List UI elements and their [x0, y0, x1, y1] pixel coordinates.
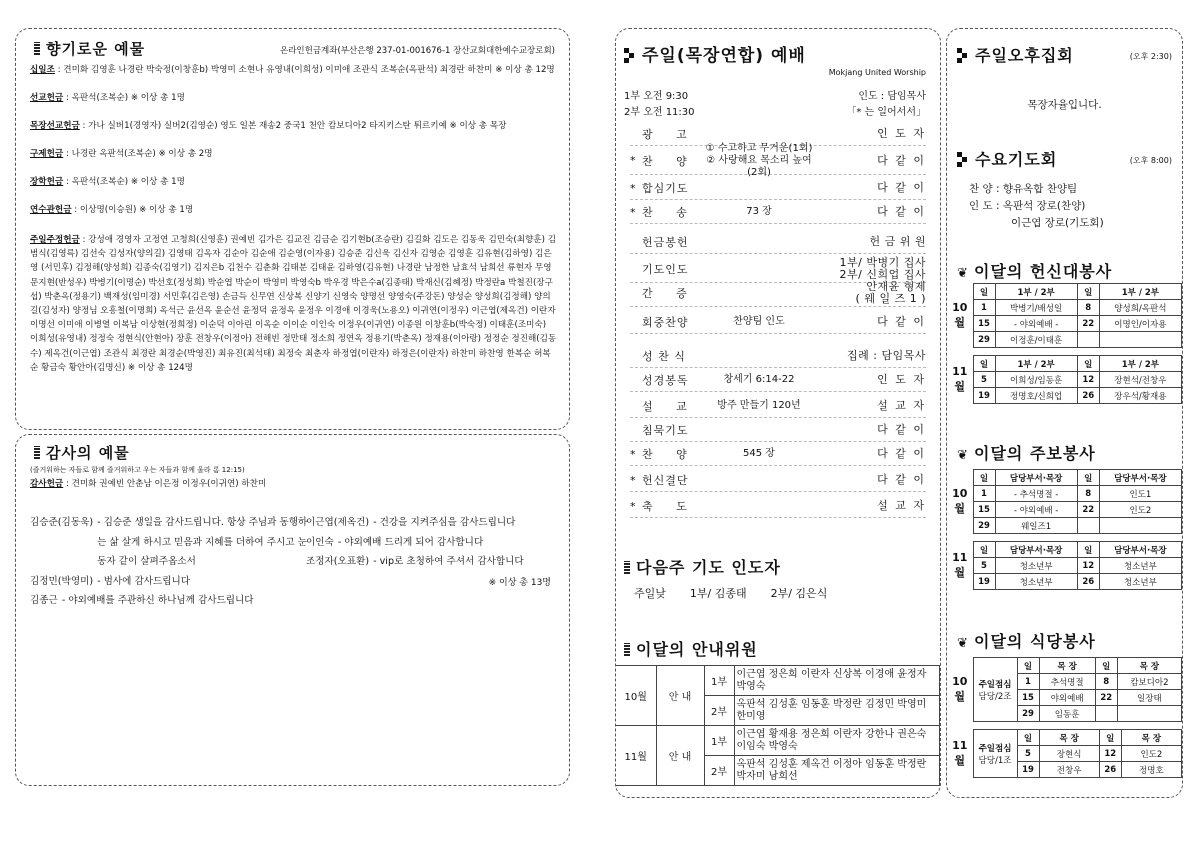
- grid-cell: 야외예배: [1039, 690, 1095, 706]
- grid-cell: 인도1: [1099, 486, 1181, 502]
- grid-cell: 장현석/전창우: [1099, 372, 1181, 388]
- bulletin-header: [957, 441, 1096, 464]
- grid-header: 담당부서·목장: [1099, 470, 1181, 486]
- worship-row-leader: 다 같 이: [877, 423, 926, 436]
- grid-cell: 1: [973, 300, 995, 316]
- worship-row-name: 축 도: [642, 500, 697, 513]
- thanks-entry-message: - vip로 초청하여 주셔서 감사합니다: [373, 556, 524, 567]
- grid-cell: 1: [973, 486, 995, 502]
- checker-icon: [957, 152, 969, 166]
- thanks-left-column: [30, 513, 308, 611]
- worship-row: [630, 495, 926, 518]
- offering-item-label: 목장선교헌금: [30, 121, 80, 131]
- grid-cell: 19: [973, 388, 995, 404]
- worship-row-leader: 다 같 이: [877, 205, 926, 218]
- grid-cell: [1099, 518, 1181, 534]
- usher-month: 11월: [616, 726, 656, 786]
- worship-title: 주일(목장연합) 예배: [642, 46, 806, 66]
- offering-item-text: : 견미화 김영훈 나경란 박숙정(이창훈b) 박영미 소현나 유영내(이희성) 이미애 조관식 조복순(옥판석) 최경란 하찬미 ※ 이상 총 12명: [57, 65, 555, 75]
- worship-row-leader: 다 같 이: [877, 315, 926, 328]
- grid-cell: 5: [1017, 746, 1039, 762]
- grid-header: 일: [1077, 470, 1099, 486]
- cafeteria-table-oct: [947, 657, 1182, 722]
- ushers-table: [616, 665, 940, 786]
- worship-row: [630, 469, 926, 492]
- grid-header: 담당부서·목장: [1099, 542, 1181, 558]
- bulletin-table-nov: [947, 541, 1182, 590]
- grid-header: 일: [1077, 356, 1099, 372]
- grid-cell: 29: [1017, 706, 1039, 722]
- bar-icon: [34, 446, 40, 459]
- usher-part: 1부: [704, 726, 734, 756]
- offering-item: [30, 233, 557, 375]
- grid-header: 일: [1077, 542, 1099, 558]
- usher-role: 안 내: [656, 726, 704, 786]
- offering-item: [30, 147, 557, 161]
- usher-role: 안 내: [656, 666, 704, 726]
- grid-cell: 인도2: [1121, 746, 1181, 762]
- worship-time-1: 1부 오전 9:30: [624, 91, 689, 102]
- thanks-entry: [306, 552, 561, 572]
- grid-cell: [1077, 518, 1099, 534]
- thanks-entry-message: - 범사에 감사드립니다: [97, 575, 191, 587]
- thanks-entry-message: - 야외예배를 주관하신 하나님께 감사드립니다: [61, 595, 254, 606]
- worship-row-leader: 1부/ 박병기 집사 2부/ 신희업 집사: [839, 255, 926, 281]
- grid-cell: - 추석명절 -: [995, 486, 1077, 502]
- worship-row-leader: 헌 금 위 원: [869, 235, 926, 248]
- thanks-entry-message: - 건강을 지켜주심을 감사드립니다: [373, 517, 516, 528]
- worship-row-detail: ① 수고하고 무거운(1회) ② 사랑해요 목소리 높여(2회): [705, 142, 813, 178]
- offering-item-text: : 나경란 옥판석(조복순) ※ 이상 총 2명: [65, 149, 213, 159]
- devotion-title: 이달의 헌신대봉사: [974, 262, 1113, 281]
- devotion-table-nov: [947, 355, 1182, 404]
- worship-header: [624, 41, 806, 66]
- grid-header: 목 장: [1117, 658, 1181, 674]
- grid-cell: 19: [973, 574, 995, 590]
- worship-row-leader: 설 교 자: [877, 499, 926, 512]
- grid-header: 일: [1017, 730, 1039, 746]
- worship-row-name: 간 증: [642, 286, 697, 300]
- wednesday-lead-1: 인 도 : 옥판석 장로(찬양): [969, 200, 1086, 212]
- grid-header: 목 장: [1121, 730, 1181, 746]
- worship-row-star: *: [630, 181, 636, 195]
- worship-row: [630, 279, 926, 307]
- grid-cell: 1: [1017, 674, 1039, 690]
- usher-names: 이근엽 정은희 이란자 신상복 이경애 윤정자 박영숙: [734, 666, 940, 696]
- grid-header: 일: [973, 284, 995, 300]
- grid-cell: 캄보디아2: [1117, 674, 1181, 690]
- devotion-table-oct: [947, 283, 1182, 348]
- bar-icon: [34, 42, 40, 55]
- thanks-entry-message: - 김승준 생일을 감사드립니다. 항상 주님과 동행하는 삶 살게 하시고 믿음과 지혜를 더하여 주시고 눈동자 같이 살펴주옵소서: [97, 517, 308, 567]
- worship-row-leader: 인 도 자: [877, 373, 926, 386]
- worship-panel: [615, 28, 941, 798]
- thanks-total: ※ 이상 총 13명: [488, 578, 551, 588]
- usher-month: 10월: [616, 666, 656, 726]
- grid-cell: 26: [1099, 762, 1121, 778]
- worship-row-name: 헌신결단: [642, 474, 689, 487]
- thanks-entry: [30, 572, 308, 592]
- offering-panel: [15, 28, 570, 430]
- worship-row-name: 합심기도: [642, 182, 689, 195]
- afternoon-title: 주일오후집회: [975, 46, 1074, 65]
- nextprayer-header: [624, 555, 781, 578]
- ushers-header: [624, 637, 758, 660]
- grid-cell: 웨일즈1: [995, 518, 1077, 534]
- thanks-entry-name: 김승준(김동욱): [30, 517, 94, 528]
- worship-row-name: 찬 양: [642, 154, 697, 168]
- thanks-offering-names: : 견미화 권예빈 안춘남 이은정 이정우(이귀연) 하찬미: [65, 479, 267, 489]
- bulletin-title: 이달의 주보봉사: [974, 444, 1096, 463]
- thanks-entry-name: 이근엽(제옥건): [306, 517, 370, 528]
- worship-row-name: 회중찬양: [642, 316, 689, 329]
- cafeteria-header: [957, 629, 1096, 652]
- worship-row: [630, 345, 926, 368]
- worship-row: [630, 142, 926, 178]
- worship-row: [630, 395, 926, 418]
- worship-row-leader: 설 교 자: [877, 399, 926, 412]
- worship-row-leader: 다 같 이: [877, 473, 926, 486]
- worship-row-star: *: [630, 499, 636, 513]
- grid-cell: 이명인/이자용: [1099, 316, 1181, 332]
- meal-label: [973, 730, 1017, 778]
- offering-item-text: : 강성애 경영자 고정연 고청희(신영훈) 권예빈 김가은 김교진 김금순 김기현b(조승란) 김길화 김도은 김동욱 김민숙(최향훈) 김범식(김영륵) 김선숙 김성자(양의길) 김영태 김옥자 김순아 김순애 김순영(이자용) 김승준 김신욱 김신자 김영순 김영훈 김유현(김하영) 김은영 (서민후) 김정해(양성희) 김종숙(김영기) 김지은b 김천수 김춘화 김태분 김태윤 김하영(김유현) 나경란 남정한 남효석 남희선 류현자 무영 문지현(반성우) 박병기(이명순) 박선호(정성희) 박순엽 박순이 박영미 박영숙b 박우경 박은수a(김종태) 박재신(김혜정) 박정란a 박철진(장구섭) 박춘옥(정용기) 백재성(임미경) 서민후(김은영) 손금득 신무연 신상복 신양기 신영숙 양명선 양영숙(주강돈) 양성순 양성희(김정해) 양의길(김성자) 양정님 오흥철(이명희) 옥석근 윤선옥 윤순선 윤정덕 윤정옥 윤정우 이경애 이경욱(노용오) 이귀연(이정우) 이근엽(제옥건) 이란자 이명선 이미애 이병열 이복남 이상현(정희정) 이순덕 이아린 이옥순 이이순 이인숙 이정우(이귀연) 이종원 이창훈b(박숙정) 이태훈(조미숙) 이희성(유영내) 정정숙 정현식(안현아) 장훈 전창우(이정아) 전해빈 정만태 정소희 정연옥 정용기(박춘옥) 정재용(이아랑) 정정순 정진해(김동수) 제옥건(이근엽) 조관식 최경란 최경순(박영진) 최유진(최석태) 최정숙 최춘자 하정엽(이란자) 하정은(이란자) 하찬미 하찬영 한복순 허복순 황금숙 황안아(김명신) ※ 이상 총 124명: [30, 235, 557, 373]
- worship-row-star: *: [630, 205, 636, 219]
- nextprayer-title: 다음주 기도 인도자: [636, 558, 781, 577]
- meal-label: [973, 658, 1017, 722]
- grid-header: 1부 / 2부: [1099, 284, 1181, 300]
- grid-cell: 8: [1077, 486, 1099, 502]
- thanks-offering-label: 감사헌금: [30, 479, 64, 489]
- grid-cell: 정명호: [1121, 762, 1181, 778]
- offering-item: [30, 119, 557, 133]
- worship-lead-note: 「* 는 일어서서」: [846, 107, 926, 118]
- worship-row-leader: 다 같 이: [877, 447, 926, 460]
- worship-row-leader: 다 같 이: [877, 181, 926, 194]
- devotion-header: [957, 259, 1112, 282]
- thanks-entry-name: 김종근: [30, 595, 58, 606]
- worship-row: [630, 231, 926, 254]
- grid-header: 일: [973, 470, 995, 486]
- afternoon-text: 목장자율입니다.: [1027, 99, 1102, 111]
- grid-cell: 청소년부: [1099, 574, 1181, 590]
- offering-item-text: : 옥판석(조복순) ※ 이상 총 1명: [65, 177, 185, 187]
- grid-cell: 29: [973, 332, 995, 348]
- grid-cell: 이정훈/이태훈: [995, 332, 1077, 348]
- offering-item-label: 구제헌금: [30, 149, 64, 159]
- offering-item: [30, 63, 557, 77]
- grid-header: 일: [1099, 730, 1121, 746]
- grid-cell: 청소년부: [995, 558, 1077, 574]
- grid-cell: 5: [973, 558, 995, 574]
- worship-row-name: 광 고: [642, 128, 697, 141]
- worship-row-detail: 창세기 6:14-22: [723, 374, 795, 385]
- leaf-icon: ❦: [957, 636, 968, 651]
- usher-names: 옥판석 김성훈 제옥건 이정아 임동훈 박정란 박자미 남희선: [734, 756, 940, 786]
- grid-header: 일: [973, 356, 995, 372]
- worship-row: [630, 201, 926, 224]
- grid-cell: [1095, 706, 1117, 722]
- worship-time-2: 2부 오전 11:30: [624, 107, 695, 118]
- grid-cell: 29: [973, 518, 995, 534]
- grid-cell: 임동훈: [1039, 706, 1095, 722]
- offering-item-text: : 이상명(이승원) ※ 이상 총 1명: [74, 205, 194, 215]
- afternoon-time: (오후 2:30): [1129, 52, 1172, 61]
- usher-names: 이근엽 황재용 정은희 이란자 강한나 권은숙 이임숙 박영숙: [734, 726, 940, 756]
- nextprayer-day: 주일낮: [634, 587, 666, 600]
- offering-item: [30, 203, 557, 217]
- offering-item: [30, 91, 557, 105]
- worship-row-name: 성경봉독: [642, 374, 689, 387]
- grid-cell: 26: [1077, 574, 1099, 590]
- worship-lead-label: 인도 : 담임목사: [858, 91, 926, 102]
- afternoon-header: [957, 43, 1074, 66]
- offering-title: 향기로운 예물: [46, 40, 146, 58]
- thanks-right-column: [306, 513, 561, 572]
- grid-header: 1부 / 2부: [995, 284, 1077, 300]
- month-label: 10월: [947, 470, 973, 534]
- wednesday-title: 수요기도회: [975, 150, 1058, 169]
- thanks-entry-message: - 야외예배 드리게 되어 감사합니다: [337, 536, 484, 548]
- grid-cell: 12: [1099, 746, 1121, 762]
- thanks-entry-name: 이인숙: [306, 536, 334, 548]
- grid-cell: 청소년부: [1099, 558, 1181, 574]
- worship-times: [624, 89, 695, 121]
- grid-header: 목 장: [1039, 658, 1095, 674]
- grid-header: 일: [1095, 658, 1117, 674]
- worship-row-detail: 73 장: [746, 206, 772, 217]
- month-label: 11월: [947, 542, 973, 590]
- month-label: 10월: [947, 284, 973, 348]
- grid-cell: 26: [1077, 388, 1099, 404]
- worship-lead: [846, 89, 926, 121]
- ushers-title: 이달의 안내위원: [636, 640, 758, 659]
- grid-header: 1부 / 2부: [995, 356, 1077, 372]
- offering-item-text: : 가나 실버1(경영자) 실버2(김영순) 영도 일본 재송2 중국1 천안 캄보디아2 타지키스탄 튀르키예 ※ 이상 총 목장: [82, 121, 507, 131]
- thanks-panel: [15, 434, 570, 786]
- grid-cell: 정명호/신희업: [995, 388, 1077, 404]
- worship-row: [630, 311, 926, 334]
- checker-icon: [624, 48, 636, 62]
- bar-icon: [624, 561, 630, 574]
- grid-cell: 청소년부: [995, 574, 1077, 590]
- grid-header: 담당부서·목장: [995, 542, 1077, 558]
- meal-team: 담당/1조: [978, 755, 1012, 766]
- grid-cell: 19: [1017, 762, 1039, 778]
- grid-header: 일: [973, 542, 995, 558]
- meal-name: 주일점심: [978, 743, 1012, 754]
- worship-row: [630, 443, 926, 466]
- leaf-icon: ❦: [957, 266, 968, 281]
- offering-item-text: : 옥판석(조복순) ※ 이상 총 1명: [65, 93, 185, 103]
- worship-row-star: *: [630, 154, 636, 167]
- month-label: 10월: [947, 658, 973, 722]
- usher-names: 옥판석 김성훈 임동훈 박정란 김정민 박영미 한미영: [734, 696, 940, 726]
- thanks-title: 감사의 예물: [46, 444, 130, 462]
- thanks-entry-name: 김정민(박영미): [30, 575, 94, 587]
- grid-cell: - 야외예배 -: [995, 502, 1077, 518]
- grid-cell: 22: [1077, 502, 1099, 518]
- worship-row-detail: 찬양팀 인도: [733, 316, 785, 327]
- grid-cell: 양성희/옥판석: [1099, 300, 1181, 316]
- thanks-entry: [306, 513, 561, 533]
- worship-row-name: 성 찬 식: [642, 350, 686, 363]
- grid-header: 담당부서·목장: [995, 470, 1077, 486]
- grid-cell: 8: [1095, 674, 1117, 690]
- grid-cell: [1099, 332, 1181, 348]
- nextprayer-line: [634, 585, 827, 601]
- cafeteria-title: 이달의 식당봉사: [974, 632, 1096, 651]
- thanks-entry: [30, 591, 308, 611]
- worship-row-leader: 집례 : 담임목사: [847, 349, 926, 362]
- nextprayer-p1: 1부/ 김종태: [689, 587, 747, 600]
- meal-name: 주일점심: [978, 679, 1012, 690]
- grid-header: 목 장: [1039, 730, 1099, 746]
- offering-item: [30, 175, 557, 189]
- checker-icon: [957, 48, 969, 62]
- worship-row: [630, 177, 926, 200]
- grid-cell: 22: [1095, 690, 1117, 706]
- usher-part: 2부: [704, 696, 734, 726]
- schedule-panel: [946, 28, 1183, 798]
- leaf-icon: ❦: [957, 448, 968, 463]
- grid-cell: 추석명절: [1039, 674, 1095, 690]
- meal-team: 담당/2조: [978, 691, 1012, 702]
- grid-cell: 8: [1077, 300, 1099, 316]
- worship-row-name: 기도인도: [642, 262, 689, 276]
- thanks-entry: [306, 533, 561, 553]
- worship-row-star: *: [630, 473, 636, 487]
- worship-row: [630, 369, 926, 392]
- grid-cell: 5: [973, 372, 995, 388]
- grid-cell: 15: [973, 316, 995, 332]
- worship-row-detail: 방주 만들기 120년: [717, 400, 801, 411]
- worship-subtitle: Mokjang United Worship: [828, 68, 926, 77]
- offering-item-label: 주일주정헌금: [30, 235, 80, 245]
- thanks-header: [34, 442, 130, 463]
- wednesday-praise: 찬 양 : 향유옥합 찬양팀: [969, 183, 1078, 195]
- worship-row-name: 침묵기도: [642, 424, 689, 437]
- month-label: 11월: [947, 730, 973, 778]
- grid-cell: 22: [1077, 316, 1099, 332]
- grid-cell: 장우석/황재용: [1099, 388, 1181, 404]
- grid-header: 일: [1017, 658, 1039, 674]
- grid-cell: 일장태: [1117, 690, 1181, 706]
- grid-cell: 장현식: [1039, 746, 1099, 762]
- thanks-entry: [30, 513, 308, 572]
- thanks-entry-name: 조정자(오표환): [306, 556, 370, 567]
- worship-row-star: *: [630, 447, 636, 461]
- grid-cell: 박병기/배성일: [995, 300, 1077, 316]
- thanks-verse: (즐거워하는 자들로 함께 즐거워하고 우는 자들과 함께 울라 롬 12:15): [30, 466, 245, 474]
- offering-header: [34, 38, 145, 59]
- wednesday-info: [969, 181, 1104, 232]
- offering-item-label: 연수관헌금: [30, 205, 72, 215]
- worship-row-name: 설 교: [642, 400, 697, 413]
- wednesday-lead-2: 이근엽 장로(기도회): [1011, 217, 1104, 229]
- grid-cell: 15: [973, 502, 995, 518]
- usher-part: 1부: [704, 666, 734, 696]
- wednesday-header: [957, 147, 1057, 170]
- worship-row-leader: 안재윤 형제 ( 웨 일 즈 1 ): [855, 279, 926, 305]
- cafeteria-table-nov: [947, 729, 1182, 778]
- nextprayer-p2: 2부/ 김은식: [770, 587, 828, 600]
- worship-row-name: 찬 양: [642, 448, 697, 461]
- offering-item-label: 십일조: [30, 65, 55, 75]
- worship-row-name: 헌금봉헌: [642, 236, 689, 249]
- worship-row-leader: 인 도 자: [877, 127, 926, 140]
- bulletin-table-oct: [947, 469, 1182, 534]
- worship-row-leader: 다 같 이: [877, 153, 926, 167]
- grid-cell: [1077, 332, 1099, 348]
- grid-header: 1부 / 2부: [1099, 356, 1181, 372]
- grid-cell: 전창우: [1039, 762, 1099, 778]
- grid-cell: 이희성/임동훈: [995, 372, 1077, 388]
- thanks-offering-line: [30, 477, 557, 491]
- grid-header: 일: [1077, 284, 1099, 300]
- worship-row-detail: 545 장: [743, 448, 775, 459]
- wednesday-time: (오후 8:00): [1129, 156, 1172, 165]
- offering-item-label: 선교헌금: [30, 93, 64, 103]
- offering-item-label: 장학헌금: [30, 177, 64, 187]
- grid-cell: 12: [1077, 372, 1099, 388]
- grid-cell: 15: [1017, 690, 1039, 706]
- bar-icon: [624, 643, 630, 656]
- grid-cell: [1117, 706, 1181, 722]
- account-info: 온라인헌금계좌(부산은행 237-01-001676-1 장산교회대한예수교장로회): [280, 46, 555, 56]
- grid-cell: - 야외예배 -: [995, 316, 1077, 332]
- month-label: 11월: [947, 356, 973, 404]
- worship-row: [630, 419, 926, 442]
- grid-cell: 12: [1077, 558, 1099, 574]
- grid-cell: 인도2: [1099, 502, 1181, 518]
- worship-row-name: 찬 송: [642, 206, 697, 219]
- usher-part: 2부: [704, 756, 734, 786]
